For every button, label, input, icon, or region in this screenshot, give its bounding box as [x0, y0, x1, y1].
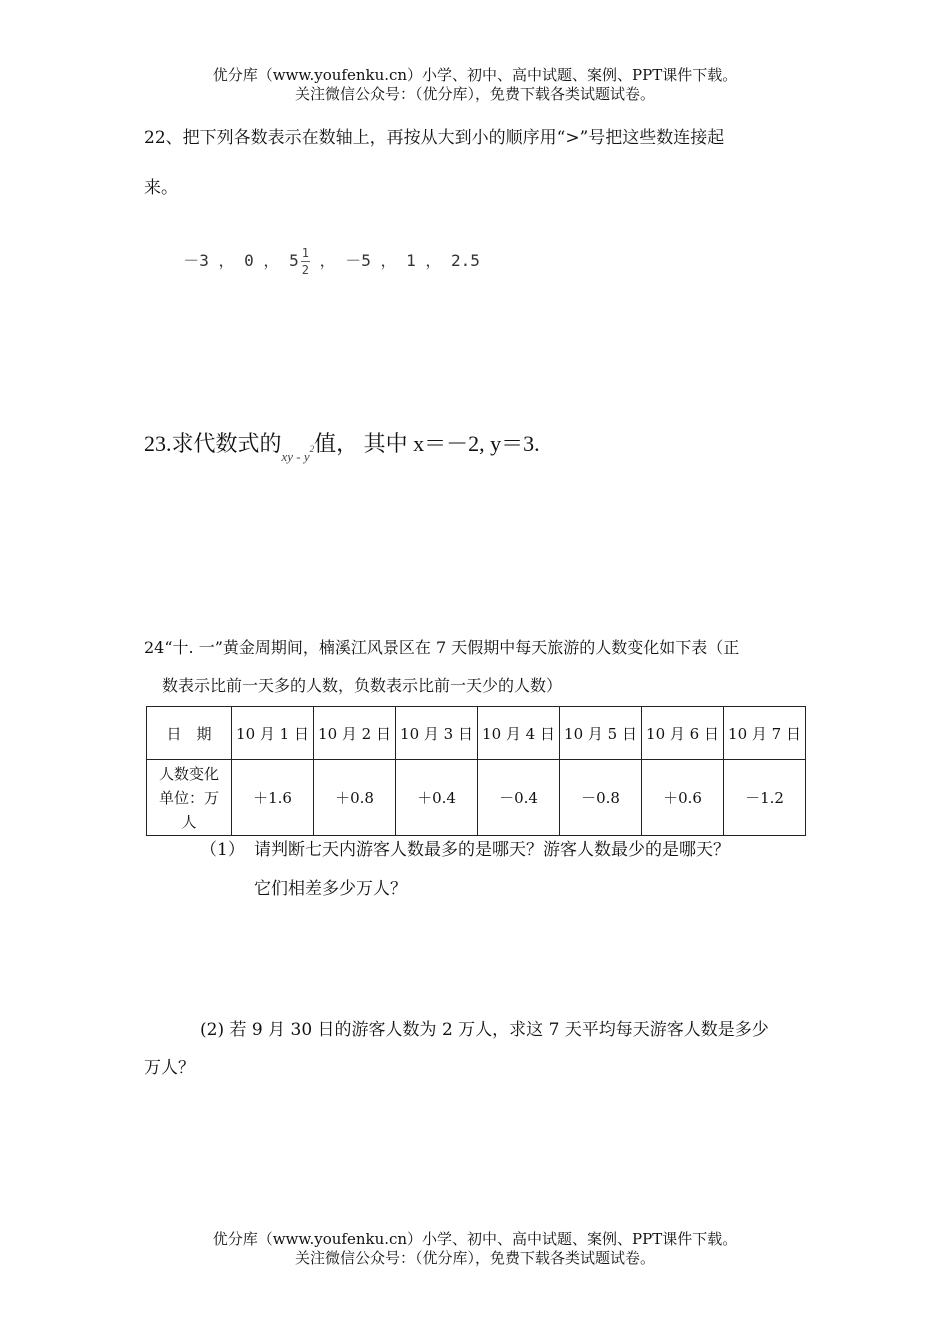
q24-part1-line-1: 请判断七天内游客人数最多的是哪天？游客人数最少的是哪天？	[254, 840, 730, 860]
date-cell: 10 月 7 日	[724, 707, 806, 760]
footer-line-2: 关注微信公众号：（优分库），免费下载各类试题试卷。	[294, 1249, 655, 1267]
q24-part1-line-2: 它们相差多少万人？	[254, 879, 407, 899]
date-cell: 10 月 3 日	[396, 707, 478, 760]
q24-part1-number: （1）	[200, 840, 245, 860]
table-value-row	[147, 760, 806, 836]
footer-line-1: 优分库（www.youfenku.cn）小学、初中、高中试题、案例、PPT课件下载。	[212, 1230, 738, 1248]
date-cell: 10 月 6 日	[642, 707, 724, 760]
row-label-line-1: 人数变化	[158, 764, 219, 783]
q24-part2-line-1: (2) 若 9 月 30 日的游客人数为 2 万人，求这 7 天平均每天游客人数是多少	[200, 1020, 769, 1040]
tourist-change-table	[146, 706, 806, 836]
algebraic-expression	[281, 444, 315, 464]
q23-prefix: 23.求代数式的	[144, 431, 282, 456]
q24-part2-line-2: 万人？	[144, 1058, 195, 1078]
date-header-cell: 日 期	[147, 707, 232, 760]
row-label-line-3: 人	[181, 812, 197, 831]
date-cell: 10 月 2 日	[314, 707, 396, 760]
value-cell: －0.8	[560, 760, 642, 836]
header-line-1: 优分库（www.youfenku.cn）小学、初中、高中试题、案例、PPT课件下载。	[212, 66, 738, 84]
q24-line-1: 24“十. 一”黄金周期间，楠溪江风景区在 7 天假期中每天旅游的人数变化如下表（正	[144, 638, 740, 657]
expression-text: xy - y	[281, 449, 310, 464]
value-cell: －1.2	[724, 760, 806, 836]
page-footer	[0, 1230, 950, 1268]
value-cell: －0.4	[478, 760, 560, 836]
q22-numbers-part-2: ， －5 ， 1 ， 2.5	[309, 251, 480, 270]
header-line-2: 关注微信公众号：（优分库），免费下载各类试题试卷。	[294, 85, 655, 103]
fraction-denominator: 2	[301, 263, 309, 277]
date-cell: 10 月 5 日	[560, 707, 642, 760]
value-cell: ＋0.8	[314, 760, 396, 836]
q22-numbers	[164, 226, 480, 278]
page-header	[0, 66, 950, 104]
value-cell: ＋0.4	[396, 760, 478, 836]
value-cell: ＋1.6	[232, 760, 314, 836]
mixed-fraction	[301, 245, 310, 278]
expression-exponent: 2	[309, 444, 315, 454]
row-label-line-2: 单位：万	[158, 788, 219, 807]
value-cell: ＋0.6	[642, 760, 724, 836]
row-label-cell	[147, 760, 232, 836]
q22-line-1: 22、把下列各数表示在数轴上，再按从大到小的顺序用“>”号把这些数连接起	[144, 128, 725, 148]
q24-line-2: 数表示比前一天多的人数，负数表示比前一天少的人数）	[162, 676, 563, 695]
q23-suffix: 值， 其中 x＝－2, y＝3.	[314, 431, 540, 456]
q22-line-2: 来。	[144, 178, 178, 198]
q22-numbers-part-1: －3 ， 0 ， 5	[183, 251, 299, 270]
fraction-numerator: 1	[301, 246, 309, 260]
table-header-row	[147, 707, 806, 760]
date-cell: 10 月 4 日	[478, 707, 560, 760]
date-cell: 10 月 1 日	[232, 707, 314, 760]
q23-line	[144, 424, 540, 462]
